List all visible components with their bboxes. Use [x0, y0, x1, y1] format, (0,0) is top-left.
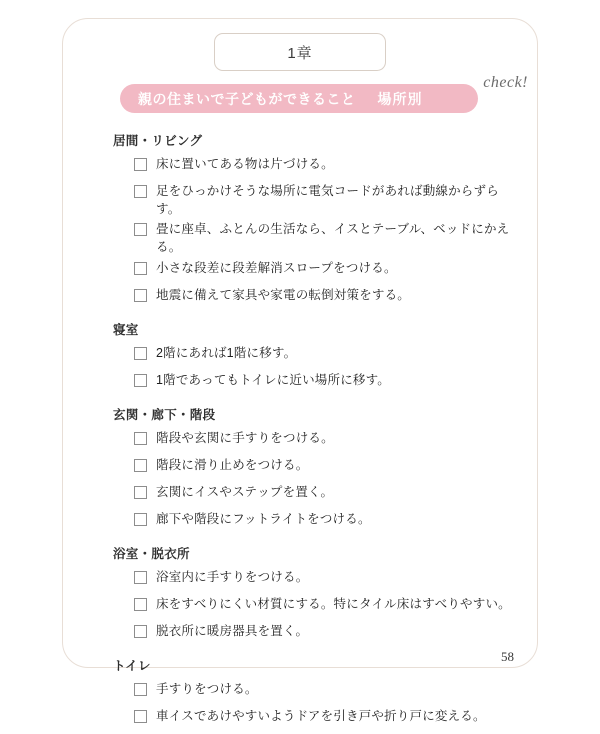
section-heading: トイレ	[113, 658, 151, 673]
list-item-label: 脱衣所に暖房器具を置く。	[156, 623, 309, 638]
checkbox[interactable]	[134, 289, 147, 302]
checkbox[interactable]	[134, 710, 147, 723]
list-item[interactable]	[113, 220, 513, 256]
list-item-label: 床をすべりにくい材質にする。特にタイル床はすべりやすい。	[156, 596, 511, 611]
section-heading: 居間・リビング	[113, 134, 203, 148]
list-item-label: 手すりをつける。	[156, 681, 258, 696]
checklist-section	[113, 405, 513, 535]
list-item-label: 浴室内に手すりをつける。	[156, 569, 309, 584]
list-item[interactable]	[113, 371, 513, 396]
section-heading: 玄関・廊下・階段	[113, 407, 216, 422]
checkbox[interactable]	[134, 158, 147, 171]
checkbox[interactable]	[134, 262, 147, 275]
list-item-label: 2階にあれば1階に移す。	[156, 345, 297, 360]
section-banner	[120, 84, 478, 113]
checkbox[interactable]	[134, 571, 147, 584]
list-item-label: 1階であってもトイレに近い場所に移す。	[156, 372, 391, 387]
list-item[interactable]	[113, 155, 513, 180]
checkbox[interactable]	[134, 513, 147, 526]
chapter-label: 1章	[287, 44, 313, 62]
checkbox[interactable]	[134, 459, 147, 472]
list-item-label: 床に置いてある物は片づける。	[156, 157, 334, 171]
list-item-label: 車イスであけやすいようドアを引き戸や折り戸に変える。	[156, 708, 486, 723]
list-item[interactable]	[113, 429, 513, 454]
list-item[interactable]	[113, 344, 513, 369]
list-item[interactable]	[113, 456, 513, 481]
checkbox[interactable]	[134, 598, 147, 611]
list-item-label: 小さな段差に段差解消スロープをつける。	[156, 260, 397, 275]
chapter-tab	[214, 33, 386, 71]
list-item[interactable]	[113, 259, 513, 284]
list-item[interactable]	[113, 680, 513, 705]
section-heading: 寝室	[113, 322, 139, 337]
list-item[interactable]	[113, 510, 513, 535]
list-item-label: 階段や玄関に手すりをつける。	[156, 430, 334, 445]
list-item-label: 玄関にイスやステップを置く。	[156, 484, 334, 499]
checklist-section	[113, 544, 513, 647]
checklist-section	[113, 131, 513, 311]
checkbox[interactable]	[134, 185, 147, 198]
banner-title: 親の住まいで子どもができること	[138, 90, 356, 107]
list-item[interactable]	[113, 595, 513, 620]
list-item[interactable]	[113, 286, 513, 311]
list-item[interactable]	[113, 568, 513, 593]
list-item[interactable]	[113, 707, 513, 732]
section-heading: 浴室・脱衣所	[113, 546, 190, 561]
checklist-section	[113, 320, 513, 396]
check-mark-text: check!	[483, 74, 528, 91]
list-item[interactable]	[113, 483, 513, 508]
list-item-label: 階段に滑り止めをつける。	[156, 457, 309, 472]
list-item[interactable]	[113, 622, 513, 647]
banner-subtitle: 場所別	[377, 90, 423, 107]
list-item-label: 廊下や階段にフットライトをつける。	[156, 511, 371, 526]
checklist-content	[113, 122, 513, 734]
list-item-label: 足をひっかけそうな場所に電気コードがあれば動線からずらす。	[156, 184, 499, 217]
checkbox[interactable]	[134, 432, 147, 445]
checklist-section	[113, 656, 513, 732]
list-item-label: 地震に備えて家具や家電の転倒対策をする。	[156, 287, 411, 302]
checkbox[interactable]	[134, 486, 147, 499]
checkbox[interactable]	[134, 374, 147, 387]
checkbox[interactable]	[134, 223, 147, 236]
page-number: 58	[501, 649, 514, 664]
checkbox[interactable]	[134, 625, 147, 638]
checkbox[interactable]	[134, 347, 147, 360]
checkbox[interactable]	[134, 683, 147, 696]
list-item-label: 畳に座卓、ふとんの生活なら、イスとテーブル、ベッドにかえる。	[156, 222, 510, 255]
list-item[interactable]	[113, 182, 513, 218]
